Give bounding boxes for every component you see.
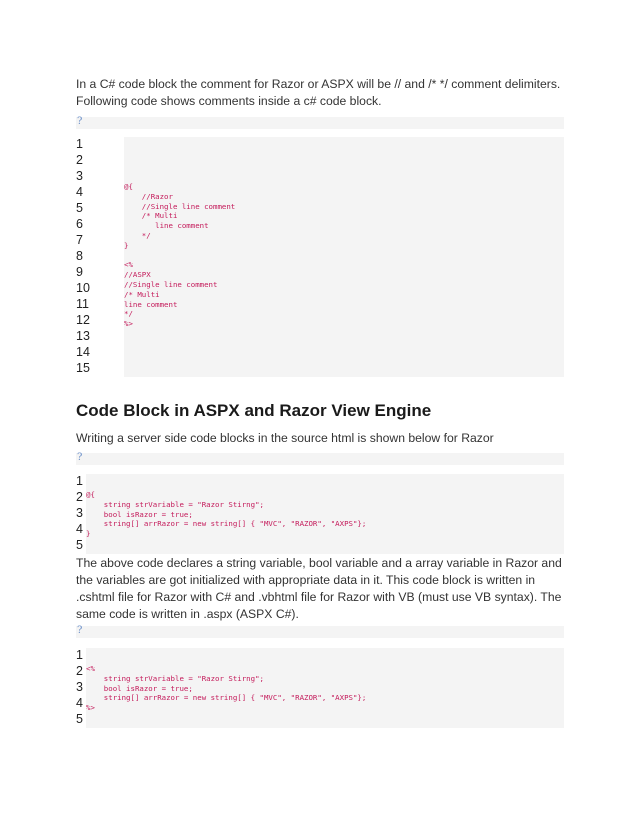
intro-paragraph xyxy=(76,76,561,110)
code-toolbar-2 xyxy=(76,453,564,465)
line-number: 1 xyxy=(76,474,83,488)
code-line: %> xyxy=(86,703,95,713)
help-icon[interactable]: ? xyxy=(77,452,83,463)
line-number: 15 xyxy=(76,361,90,375)
code-line: */ xyxy=(124,309,133,319)
razor-paragraph xyxy=(76,430,556,447)
code-area-1[interactable] xyxy=(124,137,564,377)
line-number: 3 xyxy=(76,169,83,183)
code-line: string strVariable = "Razor Stirng"; xyxy=(86,499,264,509)
line-number: 5 xyxy=(76,201,83,215)
razor-paragraph-line: Writing a server side code blocks in the source html is shown below for Razor xyxy=(76,431,494,445)
line-number: 5 xyxy=(76,712,83,726)
code-line: <% xyxy=(124,260,133,270)
line-number: 8 xyxy=(76,249,83,263)
line-number: 4 xyxy=(76,185,83,199)
code-line: //Single line comment xyxy=(124,279,218,289)
code-area-2[interactable] xyxy=(86,474,564,554)
code-line: /* Multi xyxy=(124,289,160,299)
explanation-line-1: The above code declares a string variable, bool variable and a array variable in Razor and xyxy=(76,556,562,570)
line-number: 12 xyxy=(76,313,90,327)
code-block-comments xyxy=(76,137,564,377)
explanation-line-4: same code is written in .aspx (ASPX C#). xyxy=(76,607,299,621)
code-line: //ASPX xyxy=(124,270,151,280)
line-number: 2 xyxy=(76,490,83,504)
code-line: <% xyxy=(86,664,95,673)
line-number: 11 xyxy=(76,297,89,311)
line-number: 2 xyxy=(76,664,83,678)
code-toolbar-3 xyxy=(76,626,564,638)
help-icon[interactable]: ? xyxy=(77,116,83,127)
line-number: 3 xyxy=(76,506,83,520)
code-line: @{ xyxy=(86,490,95,499)
code-line: bool isRazor = true; xyxy=(86,683,193,693)
code-line xyxy=(124,251,235,261)
code-area-3[interactable] xyxy=(86,648,564,728)
code-line: //Razor xyxy=(124,191,173,201)
code-line: @{ xyxy=(124,182,133,191)
intro-line-2: Following code shows comments inside a c# code block. xyxy=(76,94,382,108)
code-line: %> xyxy=(124,319,133,329)
explanation-line-3: .cshtml file for Razor with C# and .vbhtml file for Razor with VB (must use VB syntax). The xyxy=(76,590,562,604)
line-number: 4 xyxy=(76,522,83,536)
code-block-razor xyxy=(76,474,564,554)
intro-line-1: In a C# code block the comment for Razor or ASPX will be // and /* */ comment delimiters. xyxy=(76,77,561,91)
code-line: /* Multi xyxy=(124,211,178,221)
line-number: 1 xyxy=(76,137,83,151)
code-line: line comment xyxy=(124,299,178,309)
explanation-line-2: the variables are got initialized with appropriate data in it. This code block is written in xyxy=(76,573,536,587)
code-block-aspx xyxy=(76,648,564,728)
line-number: 10 xyxy=(76,281,90,295)
code-toolbar-1 xyxy=(76,117,564,129)
code-line: */ xyxy=(124,230,151,240)
line-number: 13 xyxy=(76,329,90,343)
line-number: 9 xyxy=(76,265,83,279)
line-number: 5 xyxy=(76,538,83,552)
code-line: bool isRazor = true; xyxy=(86,509,193,519)
code-line: string[] arrRazor = new string[] { "MVC", "RAZOR", "AXPS"}; xyxy=(86,519,367,529)
code-line: line comment xyxy=(124,221,209,231)
section-heading: Code Block in ASPX and Razor View Engine xyxy=(76,401,432,420)
help-icon[interactable]: ? xyxy=(77,625,83,636)
line-number: 14 xyxy=(76,345,90,359)
line-number: 7 xyxy=(76,233,83,247)
line-number: 1 xyxy=(76,648,83,662)
line-number: 2 xyxy=(76,153,83,167)
explanation-paragraph xyxy=(76,555,562,623)
code-line: string[] arrRazor = new string[] { "MVC", "RAZOR", "AXPS"}; xyxy=(86,693,367,703)
code-line: } xyxy=(124,240,129,250)
line-number: 6 xyxy=(76,217,83,231)
line-number: 4 xyxy=(76,696,83,710)
code-line: //Single line comment xyxy=(124,201,236,211)
code-line: string strVariable = "Razor Stirng"; xyxy=(86,673,264,683)
line-number: 3 xyxy=(76,680,83,694)
code-line: } xyxy=(86,529,91,539)
